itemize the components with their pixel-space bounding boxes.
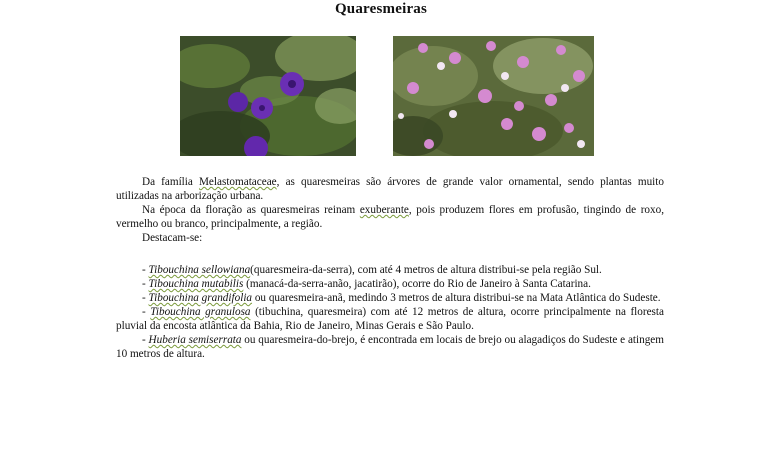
species-name: Tibouchina mutabilis (148, 278, 244, 290)
species-item: - Tibouchina granulosa (tibuchina, quaresmeira) com até 12 metros de altura, ocorre principalmente na floresta pluvial da encosta atlântica da Bahia, Rio de Janeiro, Minas Gerais e São Paulo. (116, 306, 664, 332)
species-item: - Huberia semiserrata ou quaresmeira-do-brejo, é encontrada em locais de brejo ou alagadiços do Sudeste e atingem 10 metros de altura. (116, 334, 664, 360)
species-name: Tibouchina sellowiana (148, 264, 251, 276)
species-name: Tibouchina granulosa (150, 306, 251, 318)
intro-paragraph-2: Na época da floração as quaresmeiras reinam exuberante, pois produzem flores em profusão, tingindo de roxo, vermelho ou branco, principalmente, a região. (116, 204, 664, 230)
species-item: - Tibouchina grandifolia ou quaresmeira-anã, medindo 3 metros de altura distribui-se na Mata Atlântica do Sudeste. (142, 292, 661, 304)
document-title: Quaresmeiras (334, 1, 428, 17)
species-name: Tibouchina grandifolia (148, 292, 253, 304)
family-name: Melastomataceae (198, 176, 277, 188)
species-name: Huberia semiserrata (148, 334, 242, 346)
species-item: - Tibouchina mutabilis (manacá-da-serra-anão, jacatirão), ocorre do Rio de Janeiro à Santa Catarina. (142, 278, 591, 290)
species-item: - Tibouchina sellowiana(quaresmeira-da-serra), com até 4 metros de altura distribui-se pela região Sul. (142, 264, 602, 276)
intro-paragraph-3: Destacam-se: (142, 232, 203, 244)
intro-paragraph-1: Da família Melastomataceae, as quaresmeiras são árvores de grande valor ornamental, sendo plantas muito utilizadas na arborização urbana. (116, 176, 664, 202)
photo-purple-flowers (180, 36, 356, 156)
highlight-word: exuberante (359, 204, 409, 216)
photo-pink-flowers (393, 36, 594, 156)
body-text (116, 175, 664, 361)
